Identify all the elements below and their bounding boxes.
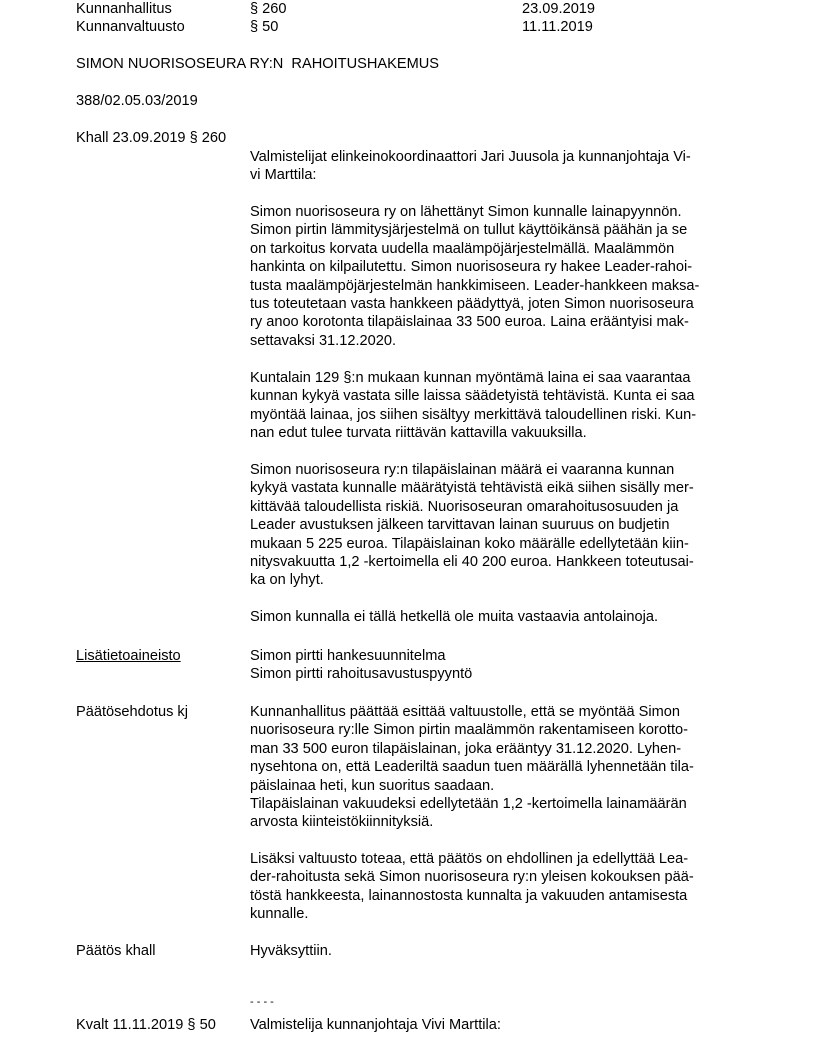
proposal-block-2 (250, 850, 750, 924)
paragraph-1-block (250, 203, 750, 350)
paragraph-4-block (250, 608, 750, 626)
paragraph-2: Kuntalain 129 §:n mukaan kunnan myöntämä laina ei saa vaarantaa kunnan kykyä vastata sille laissa säädetyistä tehtävistä. Kunta ei saa myöntää lainaa, jos siihen sisältyy merkittävä taloudellinen riski. Kun- nan edut tulee turvata riittävän kattavilla vakuuksilla. (250, 370, 697, 442)
proposal-label: Päätösehdotus kj (76, 704, 188, 720)
lisatieto-item: Simon pirtti hankesuunnitelma (250, 648, 446, 664)
header-date-1: 23.09.2019 (522, 1, 596, 17)
paragraph-1: Simon nuorisoseura ry on lähettänyt Simon kunnalle lainapyynnön. Simon pirtin lämmitysjärjestelmä on tullut käyttöikänsä päähän ja se on tarkoitus korvata uudella maalämpöjärjestelmällä. Maalämmön hankinta on kilpailutettu. Simon nuorisoseura ry hakee Leader-rahoi- tusta maalämpöjärjestelmän hankkimiseen. Leader-hankkeen maksa- tus toteutetaan vasta hankkeen päädyttyä, joten Simon nuorisoseura ry anoo korotonta tilapäislainaa 33 500 euroa. Laina erääntyisi mak- settavaksi 31.12.2020. (250, 204, 700, 349)
proposal-block-1 (250, 703, 750, 832)
decision-text: Hyväksyttiin. (250, 943, 332, 959)
decision-label: Päätös khall (76, 943, 156, 959)
lisatieto-list (250, 647, 750, 684)
kvalt-label: Kvalt 11.11.2019 § 50 (76, 1017, 216, 1033)
header-body-1: Kunnanhallitus (76, 1, 172, 17)
proposal-text-2: Lisäksi valtuusto toteaa, että päätös on ehdollinen ja edellyttää Lea- der-rahoitusta sekä Simon nuorisoseura ry:n yleisen kokouksen pää- töstä hankkeesta, lainannostosta kunnalta ja vakuuden antamisesta kunnalle. (250, 851, 694, 923)
paragraph-3-block (250, 461, 750, 590)
reference-number: 388/02.05.03/2019 (76, 93, 198, 109)
paragraph-4: Simon kunnalla ei tällä hetkellä ole muita vastaavia antolainoja. (250, 609, 659, 625)
lisatieto-item: Simon pirtti rahoitusavustuspyyntö (250, 666, 473, 683)
paragraph-3: Simon nuorisoseura ry:n tilapäislainan määrä ei vaaranna kunnan kykyä vastata kunnalle määrätyistä tehtävistä eikä siihen sisälly mer- kittävää taloudellista riskiä. Nuorisoseuran omarahoitusosuuden ja Leader avustuksen jälkeen tarvittavan lainan suuruus on budjetin mukaan 5 225 euroa. Tilapäislainan koko määrälle edellytetään kiin- nitysvakuutta 1,2 -kertoimella eli 40 200 euroa. Hankkeen toteutusai- ka on lyhyt. (250, 462, 694, 589)
lisatieto-label: Lisätietoaineisto (76, 648, 181, 664)
khall-label: Khall 23.09.2019 § 260 (76, 130, 227, 146)
proposal-text-1: Kunnanhallitus päättää esittää valtuustolle, että se myöntää Simon nuorisoseura ry:lle Simon pirtin maalämmön rakentamiseen korotto- man 33 500 euron tilapäislainan, joka erääntyy 31.12.2020. Lyhen- nysehtona on, että Leaderiltä saadun tuen määrällä lyhennetään tila- päislainaa heti, kun suoritus saadaan. Tilapäislainan vakuudeksi edellytetään 1,2 -kertoimella lainamäärän arvosta kiinteistökiinnityksiä. (250, 704, 694, 831)
kvalt-text: Valmistelija kunnanjohtaja Vivi Marttila: (250, 1017, 501, 1033)
header-section-1: § 260 (250, 1, 287, 17)
document-title: SIMON NUORISOSEURA RY:N RAHOITUSHAKEMUS (76, 56, 440, 72)
preparers-text: Valmistelijat elinkeinokoordinaattori Jari Juusola ja kunnanjohtaja Vi- vi Marttila: (250, 149, 691, 184)
preparers-block (250, 148, 750, 185)
header-section-2: § 50 (250, 19, 279, 35)
header-date-2: 11.11.2019 (522, 19, 593, 35)
section-separator: - - - - (250, 996, 274, 1008)
paragraph-2-block (250, 369, 750, 443)
header-body-2: Kunnanvaltuusto (76, 19, 185, 35)
